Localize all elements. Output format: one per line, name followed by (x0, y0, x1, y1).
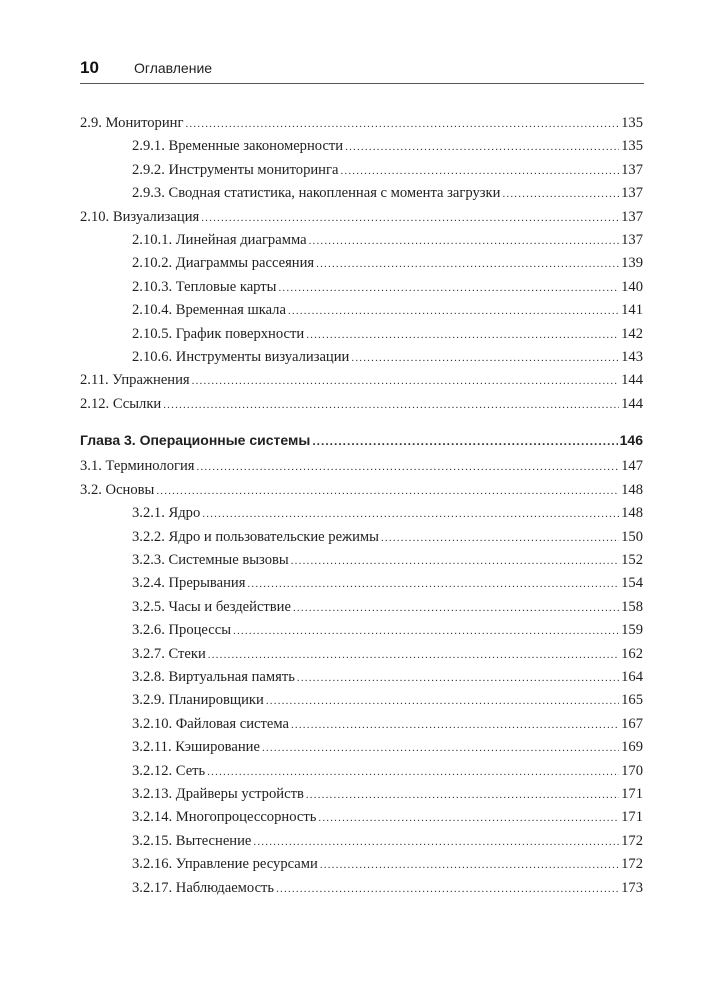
table-of-contents (80, 112, 643, 900)
toc-entry-page: 137 (621, 161, 643, 178)
header-rule (80, 83, 644, 84)
toc-entry[interactable] (80, 783, 643, 806)
toc-entry-title: 2.10. Визуализация (80, 208, 200, 225)
dot-leader (185, 113, 619, 136)
toc-entry-page: 144 (621, 372, 643, 389)
toc-entry[interactable] (80, 806, 643, 829)
dot-leader (253, 831, 619, 854)
dot-leader (276, 878, 619, 901)
toc-entry[interactable] (80, 206, 643, 229)
dot-leader (278, 277, 619, 300)
toc-entry-page: 154 (621, 575, 643, 592)
dot-leader (163, 394, 619, 417)
dot-leader (293, 597, 619, 620)
toc-entry[interactable] (80, 877, 643, 900)
toc-entry-title: 3.2.13. Драйверы устройств (132, 785, 304, 802)
dot-leader (156, 480, 619, 503)
toc-entry-title: 2.10.2. Диаграммы рассеяния (132, 255, 315, 272)
toc-entry-title: 3.2.5. Часы и бездействие (132, 598, 291, 615)
toc-entry-page: 150 (621, 528, 643, 545)
toc-entry-page: 162 (621, 645, 643, 662)
toc-entry[interactable] (80, 619, 643, 642)
toc-entry-title: 3.2.7. Стеки (132, 645, 206, 662)
page-number: 10 (80, 58, 99, 77)
toc-entry-page: 137 (621, 185, 643, 202)
toc-entry[interactable] (80, 760, 643, 783)
toc-entry-page: 171 (621, 809, 643, 826)
toc-entry-title: 3.2.11. Кэширование (132, 739, 260, 756)
toc-entry-page: 137 (621, 208, 643, 225)
toc-entry-page: 170 (621, 762, 643, 779)
toc-entry[interactable] (80, 479, 643, 502)
toc-entry[interactable] (80, 252, 643, 275)
toc-entry-title: 2.10.3. Тепловые карты (132, 278, 277, 295)
dot-leader (266, 690, 619, 713)
dot-leader (351, 347, 619, 370)
toc-entry-title: 3.2.15. Вытеснение (132, 832, 252, 849)
toc-entry-page: 172 (621, 832, 643, 849)
toc-entry-title: 3.2.2. Ядро и пользовательские режимы (132, 528, 379, 545)
toc-entry-title: 3.2.3. Системные вызовы (132, 552, 289, 569)
dot-leader (297, 667, 619, 690)
dot-leader (320, 854, 619, 877)
toc-entry[interactable] (80, 369, 643, 392)
toc-entry-page: 171 (621, 785, 643, 802)
toc-entry[interactable] (80, 666, 643, 689)
toc-entry-page: 169 (621, 739, 643, 756)
toc-entry-title: 3.2.14. Многопроцессорность (132, 809, 317, 826)
toc-entry[interactable] (80, 572, 643, 595)
dot-leader (306, 784, 619, 807)
dot-leader (309, 230, 619, 253)
toc-entry[interactable] (80, 299, 643, 322)
toc-entry-title: 3.2.4. Прерывания (132, 575, 246, 592)
toc-entry-page: 137 (621, 231, 643, 248)
toc-entry[interactable] (80, 182, 643, 205)
dot-leader (192, 370, 619, 393)
toc-entry[interactable] (80, 689, 643, 712)
toc-chapter-entry[interactable] (80, 429, 643, 452)
toc-entry-page: 172 (621, 856, 643, 873)
toc-entry-page: 144 (621, 395, 643, 412)
toc-entry-page: 135 (621, 115, 643, 131)
toc-entry-page: 173 (621, 879, 643, 896)
toc-entry-title: 2.10.5. График поверхности (132, 325, 305, 342)
toc-entry[interactable] (80, 135, 643, 158)
dot-leader (197, 456, 620, 479)
toc-entry-title: 2.9.3. Сводная статистика, накопленная с момента загрузки (132, 185, 501, 202)
toc-entry-page: 147 (621, 458, 643, 475)
toc-entry-page: 152 (621, 552, 643, 569)
toc-entry-page: 135 (621, 138, 643, 155)
toc-entry-page: 140 (621, 278, 643, 295)
dot-leader (208, 644, 619, 667)
toc-entry-page: 167 (621, 715, 643, 732)
toc-entry[interactable] (80, 713, 643, 736)
toc-entry[interactable] (80, 393, 643, 416)
toc-entry[interactable] (80, 112, 643, 135)
dot-leader (207, 761, 619, 784)
toc-entry-title: 2.10.1. Линейная диаграмма (132, 231, 307, 248)
toc-entry-title: 2.10.4. Временная шкала (132, 302, 286, 319)
toc-entry-title: 3.1. Терминология (80, 458, 195, 475)
toc-entry-page: 164 (621, 668, 643, 685)
toc-entry-title: 2.12. Ссылки (80, 395, 162, 412)
toc-entry[interactable] (80, 830, 643, 853)
toc-entry[interactable] (80, 159, 643, 182)
toc-entry-page: 139 (621, 255, 643, 272)
toc-entry-page: 146 (619, 432, 643, 449)
toc-entry[interactable] (80, 229, 643, 252)
toc-entry[interactable] (80, 346, 643, 369)
dot-leader (316, 253, 619, 276)
dot-leader (291, 550, 619, 573)
toc-entry[interactable] (80, 502, 643, 525)
toc-entry-title: 3.2.9. Планировщики (132, 692, 264, 709)
dot-leader (502, 183, 619, 206)
toc-entry-title: 3.2.8. Виртуальная память (132, 668, 295, 685)
toc-entry-page: 165 (621, 692, 643, 709)
toc-entry-page: 141 (621, 302, 643, 319)
toc-entry-page: 148 (621, 505, 643, 522)
dot-leader (312, 430, 617, 453)
toc-entry[interactable] (80, 596, 643, 619)
toc-entry[interactable] (80, 526, 643, 549)
toc-entry[interactable] (80, 853, 643, 876)
toc-entry-title: 3.2.1. Ядро (132, 505, 201, 522)
toc-entry-title: 3.2.10. Файловая система (132, 715, 289, 732)
running-title: Оглавление (134, 60, 213, 76)
dot-leader (291, 714, 619, 737)
page-header (80, 58, 642, 82)
toc-entry-title: 2.9. Мониторинг (80, 115, 184, 131)
toc-entry[interactable] (80, 455, 643, 478)
toc-entry-title: 3.2.6. Процессы (132, 622, 232, 639)
toc-entry[interactable] (80, 643, 643, 666)
dot-leader (381, 527, 619, 550)
toc-entry[interactable] (80, 736, 643, 759)
toc-entry-page: 143 (621, 348, 643, 365)
toc-entry[interactable] (80, 549, 643, 572)
dot-leader (306, 324, 619, 347)
toc-entry-page: 142 (621, 325, 643, 342)
toc-entry-title: 3.2. Основы (80, 481, 155, 498)
toc-entry-page: 159 (621, 622, 643, 639)
dot-leader (247, 573, 619, 596)
toc-entry[interactable] (80, 323, 643, 346)
toc-entry-title: 2.9.1. Временные закономерности (132, 138, 344, 155)
toc-entry-title: 3.2.16. Управление ресурсами (132, 856, 318, 873)
dot-leader (201, 207, 619, 230)
toc-entry-title: 2.11. Упражнения (80, 372, 190, 389)
toc-entry-title: 2.9.2. Инструменты мониторинга (132, 161, 339, 178)
dot-leader (202, 503, 619, 526)
dot-leader (345, 136, 619, 159)
dot-leader (262, 737, 619, 760)
dot-leader (233, 620, 619, 643)
toc-entry-page: 148 (621, 481, 643, 498)
toc-entry-page: 158 (621, 598, 643, 615)
toc-entry[interactable] (80, 276, 643, 299)
toc-entry-title: 3.2.12. Сеть (132, 762, 206, 779)
toc-entry-title: Глава 3. Операционные системы (80, 432, 311, 449)
dot-leader (318, 807, 619, 830)
toc-entry-title: 3.2.17. Наблюдаемость (132, 879, 275, 896)
dot-leader (288, 300, 619, 323)
dot-leader (340, 160, 619, 183)
toc-entry-title: 2.10.6. Инструменты визуализации (132, 348, 350, 365)
